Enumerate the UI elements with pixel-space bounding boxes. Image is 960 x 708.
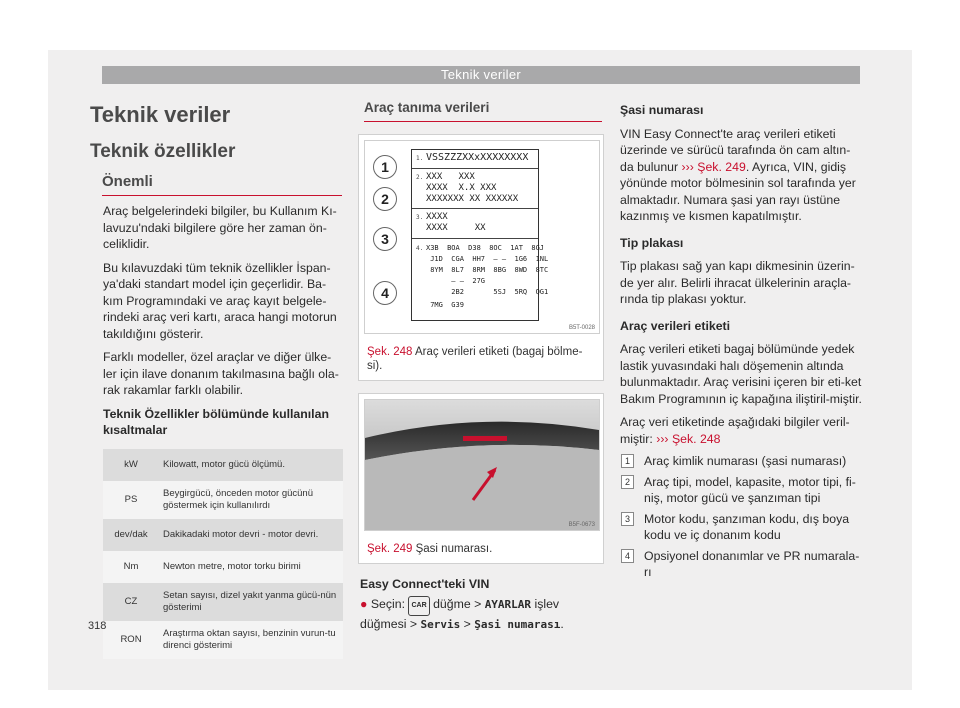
column-right [620, 86, 862, 585]
data-label-sticker [411, 149, 549, 321]
list-item [620, 474, 862, 507]
figure-ref: Şek. 248 [367, 346, 413, 358]
table-row [103, 519, 343, 551]
abbr-value: Kilowatt, motor gücü ölçümü. [159, 449, 343, 481]
instruction-text: düğme > [433, 596, 482, 611]
figure-ref: Şek. 249 [367, 543, 413, 555]
item-number: 2 [621, 475, 634, 489]
list-item [620, 548, 862, 581]
subsection-title: Önemli [102, 173, 342, 196]
caption-text: Şasi numarası. [415, 543, 493, 555]
cross-ref-arrows: ››› [656, 431, 669, 446]
label-line: X3B BOA D38 8OC 1AT 8GJ [426, 244, 545, 252]
label-row-number: 1. [416, 155, 424, 162]
paragraph: Bu kılavuzdaki tüm teknik özellikler İspan-ya'daki standart model için geçerlidir. Ba-kım Programındaki ve araç kayıt belgele-rindeki araç veri kartı, araca hangi motorun takıldığını gösterir. [103, 260, 337, 341]
table-row [103, 449, 343, 481]
label-line: – – 27G [426, 277, 486, 285]
table-row [103, 481, 343, 519]
table-row [103, 621, 343, 659]
callout-1: 1 [373, 155, 397, 179]
instruction [360, 596, 602, 634]
paragraph: Araç verileri etiketi bagaj bölümünde yedek lastik yuvasındaki halı döşemenin altında bulunmaktadır. Araç verisini içeren bir eti-ket Bakım Programının iç kapağına iliştiril-miştir. [620, 342, 862, 406]
abbr-value: Setan sayısı, dizel yakıt yanma gücü-nün gösterimi [159, 583, 343, 621]
label-line: 7MG G39 [426, 301, 464, 309]
label-line: XXXX XX [426, 223, 486, 233]
section-title: Teknik özellikler [90, 141, 236, 162]
abbr-value: Newton metre, motor torku birimi [159, 551, 343, 583]
abbr-key: RON [103, 621, 159, 659]
label-line: J1D CGA HH7 – – 1G6 1NL [426, 255, 549, 263]
separator: > [463, 617, 471, 631]
figure-link[interactable]: Şek. 248 [671, 431, 721, 446]
table-row [103, 583, 343, 621]
paragraph: Farklı modeller, özel araçlar ve diğer ülke-ler için ilave donanım takılmasına bağlı ola-rak rakamlar farklı olabilir. [103, 350, 339, 397]
punctuation: . [560, 617, 564, 631]
paragraph-text: Araç veri etiketinde aşağıdaki bilgiler veril-miştir: [620, 415, 850, 446]
paragraph: Tip plakası sağ yan kapı dikmesinin üzerin-de yer alır. Belirli ihracat ülkelerinin araçla-rında tip plakası yoktur. [620, 259, 855, 306]
callout-4: 4 [373, 281, 397, 305]
callout-3: 3 [373, 227, 397, 251]
label-divider [412, 238, 538, 239]
cross-ref-arrows: ››› [681, 159, 694, 174]
item-number: 3 [621, 512, 634, 526]
label-line: 2B2 5SJ 5RQ QG1 [426, 288, 549, 296]
paragraph-text: . Ayrıca, VIN, gidiş yönünde motor bölmesinin sol tarafında yer almaktadır. Numara şasi yan rayı üstüne kazınmış ve kısmen kapatılmıştır. [620, 159, 856, 223]
abbreviation-table [103, 449, 343, 659]
label-row-number: 2. [416, 174, 424, 181]
subsection-title: Easy Connect'teki VIN [360, 577, 490, 591]
abbr-key: kW [103, 449, 159, 481]
instruction-text: işlev düğmesi > [360, 596, 560, 631]
page-number: 318 [88, 620, 107, 632]
chapter-title: Teknik veriler [90, 102, 231, 127]
menu-item-ayarlar: AYARLAR [484, 597, 532, 611]
label-line: XXXX [426, 212, 448, 222]
item-text: Araç kimlik numarası (şasi numarası) [644, 454, 847, 468]
abbr-key: CZ [103, 583, 159, 621]
menu-item-servis: Servis [420, 618, 461, 631]
abbr-key: dev/dak [103, 519, 159, 551]
label-line: XXX XXX [426, 172, 475, 182]
label-divider [412, 208, 538, 209]
windshield-drawing [365, 400, 599, 530]
figure-caption [359, 536, 603, 563]
car-button-icon: CAR [408, 596, 429, 617]
paragraph [620, 414, 862, 447]
label-divider [412, 168, 538, 169]
column-left [88, 86, 342, 659]
paragraph-text: VIN Easy Connect'te araç verileri etiketi üzerinde ve sürücü tarafında ön cam altın-da bulunur [620, 126, 851, 174]
label-line: XXXXXXX XX XXXXXX [426, 194, 519, 204]
label-line: VSSZZZXXxXXXXXXXX [426, 152, 529, 163]
subsection-title: Tip plakası [620, 235, 684, 250]
abbr-value: Dakikadaki motor devri - motor devri. [159, 519, 343, 551]
windshield-vin-illustration [364, 399, 600, 531]
label-line: XXXX X.X XXX [426, 183, 497, 193]
list-item [620, 511, 862, 544]
section-title: Araç tanıma verileri [364, 100, 602, 122]
figure-code: B5F-0673 [568, 522, 595, 528]
figure-249 [358, 393, 604, 564]
figure-caption [359, 339, 603, 380]
figure-link[interactable]: Şek. 249 [697, 159, 746, 174]
label-row-number: 4. [416, 245, 424, 252]
item-text: Opsiyonel donanımlar ve PR numarala-rı [644, 548, 860, 579]
list-item [620, 453, 862, 470]
paragraph [620, 126, 862, 225]
figure-248 [358, 134, 604, 381]
abbr-key: Nm [103, 551, 159, 583]
item-number: 1 [621, 454, 634, 468]
item-number: 4 [621, 549, 634, 563]
bullet-icon: ● [360, 596, 368, 611]
running-header: Teknik veriler [102, 66, 860, 84]
label-row-number: 3. [416, 214, 424, 221]
vehicle-data-label-illustration [364, 140, 600, 334]
paragraph: Araç belgelerindeki bilgiler, bu Kullanım Kı-lavuzu'ndaki bilgilere göre her zaman ön-celiklidir. [103, 204, 337, 251]
column-middle [358, 86, 602, 634]
abbr-value: Araştırma oktan sayısı, benzinin vurun-tu direnci gösterimi [159, 621, 343, 659]
table-title: Teknik Özellikler bölümünde kullanılan kısaltmalar [103, 406, 329, 437]
table-row [103, 551, 343, 583]
numbered-list [620, 453, 862, 581]
item-text: Motor kodu, şanzıman kodu, dış boya kodu ve iç donanım kodu [644, 511, 850, 542]
figure-code: B5T-0028 [568, 325, 595, 331]
subsection-title: Şasi numarası [620, 103, 704, 117]
abbr-value: Beygirgücü, önceden motor gücünü göstermek için kullanılırdı [159, 481, 343, 519]
label-line: 8YM 8L7 8RM 8BG 8WD 8TC [426, 266, 549, 274]
subsection-title: Araç verileri etiketi [620, 318, 731, 333]
callout-2: 2 [373, 187, 397, 211]
menu-item-sasi-numarasi: Şasi numarası [474, 618, 561, 631]
instruction-text: Seçin: [370, 596, 406, 611]
item-text: Araç tipi, model, kapasite, motor tipi, fi-niş, motor gücü ve şanzıman tipi [644, 474, 856, 505]
caption-text: Araç verileri etiketi (bagaj bölme-si). [367, 346, 583, 372]
abbr-key: PS [103, 481, 159, 519]
